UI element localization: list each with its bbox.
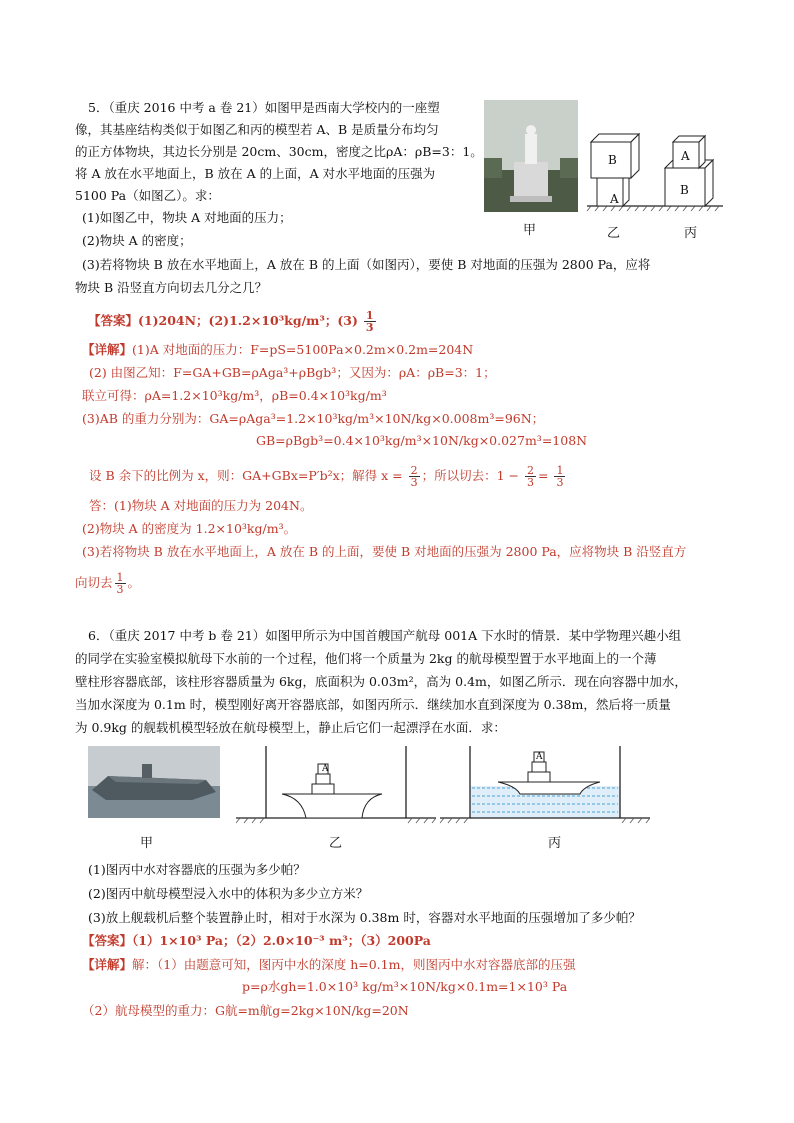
fraction-2-3: $\frac{2}{3}$ [410,464,418,489]
carrier-photo [88,746,220,818]
q5-line-8: (3)若将物块 B 放在水平地面上，A 放在 B 的上面（如图丙），要使 B 对地面的压强为 2800 Pa，应将 [82,257,651,272]
q5-detail-1: 【详解】(1)A 对地面的压力：F=pS=5100Pa×0.2m×0.2m=204N [82,342,474,357]
q5-detail-9: (3)若将物块 B 放在水平地面上，A 放在 B 的上面，要使 B 对地面的压强为 2800 Pa，应将物块 B 沿竖直方 [82,544,687,559]
q5-line-5: 5100 Pa（如图乙）。求： [75,188,220,203]
bing-block-b-label: B [680,183,689,197]
bing-model-a-label: A [536,752,543,762]
fig6-label-jia: 甲 [140,836,154,851]
q5-line-7: (2)物块 A 的密度； [82,233,192,248]
block-diagrams [585,120,725,212]
q6-answer-text: （1）1×10³ Pa；（2）2.0×10⁻³ m³；（3）200Pa [132,933,431,948]
yi-block-b-label: B [608,153,617,167]
container-diagram-yi [236,746,436,826]
q5-line-2: 像，其基座结构类似于如图乙和丙的模型若 A、B 是质量分布均匀 [75,122,439,137]
fraction-2-3-b: $\frac{2}{3}$ [527,464,534,489]
fraction-cut: $\frac{1}{3}$ [116,571,124,596]
q5-answer-text: (1)204N；(2)1.2×10³kg/m³；(3) [138,313,358,328]
q6-line-5: 为 0.9kg 的舰载机模型轻放在航母模型上，静止后它们一起漂浮在水面．求： [75,720,506,735]
q6-line-2: 的同学在实验室模拟航母下水前的一个过程，他们将一个质量为 2kg 的航母模型置于水平地面上的一个薄 [75,651,657,666]
q5-detail-5: GB=ρBgb³=0.4×10³kg/m³×10N/kg×0.027m³=108N [256,433,588,448]
fig5-label-bing: 丙 [684,226,698,241]
q6-detail-3: （2）航母模型的重力：G航=m航g=2kg×10N/kg=20N [82,1003,409,1018]
q5-line-6: (1)如图乙中，物块 A 对地面的压力； [82,210,292,225]
q5-line-9: 物块 B 沿竖直方向切去几分之几？ [75,280,268,295]
q5-line-1: 5．（重庆 2016 中考 a 卷 21）如图甲是西南大学校内的一座塑 [88,100,440,115]
q5-detail-4: (3)AB 的重力分别为：GA=ρAga³=1.2×10³kg/m³×10N/kg×0.008m³=96N； [82,411,545,426]
q6-detail-2: p=ρ水gh=1.0×10³ kg/m³×10N/kg×0.1m=1×10³ Pa [242,979,568,994]
q5-line-3: 的正方体物块，其边长分别是 20cm、30cm，密度之比ρA：ρB=3：1。 [75,144,483,159]
fig6-label-yi: 乙 [329,836,343,851]
q6-line-6: (1)图丙中水对容器底的压强为多少帕？ [88,862,306,877]
q6-line-1: 6．（重庆 2017 中考 b 卷 21）如图甲所示为中国首艘国产航母 001A 下水时的情景．某中学物理兴趣小组 [88,628,682,643]
q5-detail-7: 答：(1)物块 A 对地面的压力为 204N。 [89,498,313,513]
q5-detail-2: (2) 由图乙知：F=GA+GB=ρAga³+ρBgb³；又因为：ρA：ρB=3：1； [89,365,496,380]
q5-detail-6: 设 B 余下的比例为 x，则：GA+GBx=P′b²x；解得 x = $\frac{2}{3}$ ；所以切去：1 − $\frac{2}{3}$ = $\frac{1}{3}$ [89,464,564,489]
q6-line-3: 壁柱形容器底部，该柱形容器质量为 6kg，底面积为 0.03m²，高为 0.4m，如图乙所示．现在向容器中加水， [75,674,687,689]
fig5-label-yi: 乙 [607,226,621,241]
fig6-label-bing: 丙 [548,836,562,851]
q5-detail-10: 向切去 $\frac{1}{3}$ 。 [75,571,141,596]
q6-line-7: (2)图丙中航母模型浸入水中的体积为多少立方米？ [88,886,369,901]
q5-answer-label: 【答案】 [88,313,139,328]
container-diagram-bing [440,746,650,826]
q5-line-4: 将 A 放在水平地面上，B 放在 A 的上面，A 对水平地面的压强为 [75,166,436,181]
statue-photo [484,100,578,212]
q5-answer-fraction: $\frac{1}{3}$ [365,309,374,334]
q5-detail-3: 联立可得：ρA=1.2×10³kg/m³，ρB=0.4×10³kg/m³ [82,388,387,403]
q6-detail-1: 【详解】解：（1）由题意可知，图丙中水的深度 h=0.1m，则图丙中水对容器底部的压强 [82,957,576,972]
fig5-label-jia: 甲 [523,223,537,238]
fraction-1-3: $\frac{1}{3}$ [556,464,564,489]
q6-answer-label: 【答案】 [82,933,133,948]
q6-line-4: 当加水深度为 0.1m 时，模型刚好离开容器底部，如图丙所示．继续加水直到深度为 0.38m，然后将一质量 [75,697,671,712]
bing-block-a-label: A [681,149,690,163]
yi-block-a-label: A [610,192,619,206]
q6-line-8: (3)放上舰载机后整个装置静止时，相对于水深为 0.38m 时，容器对水平地面的压强增加了多少帕？ [88,910,641,925]
q5-detail-8: (2)物块 A 的密度为 1.2×10³kg/m³。 [82,521,297,536]
q6-answer [82,933,431,949]
q5-answer [88,310,378,333]
yi-model-a-label: A [322,764,329,774]
